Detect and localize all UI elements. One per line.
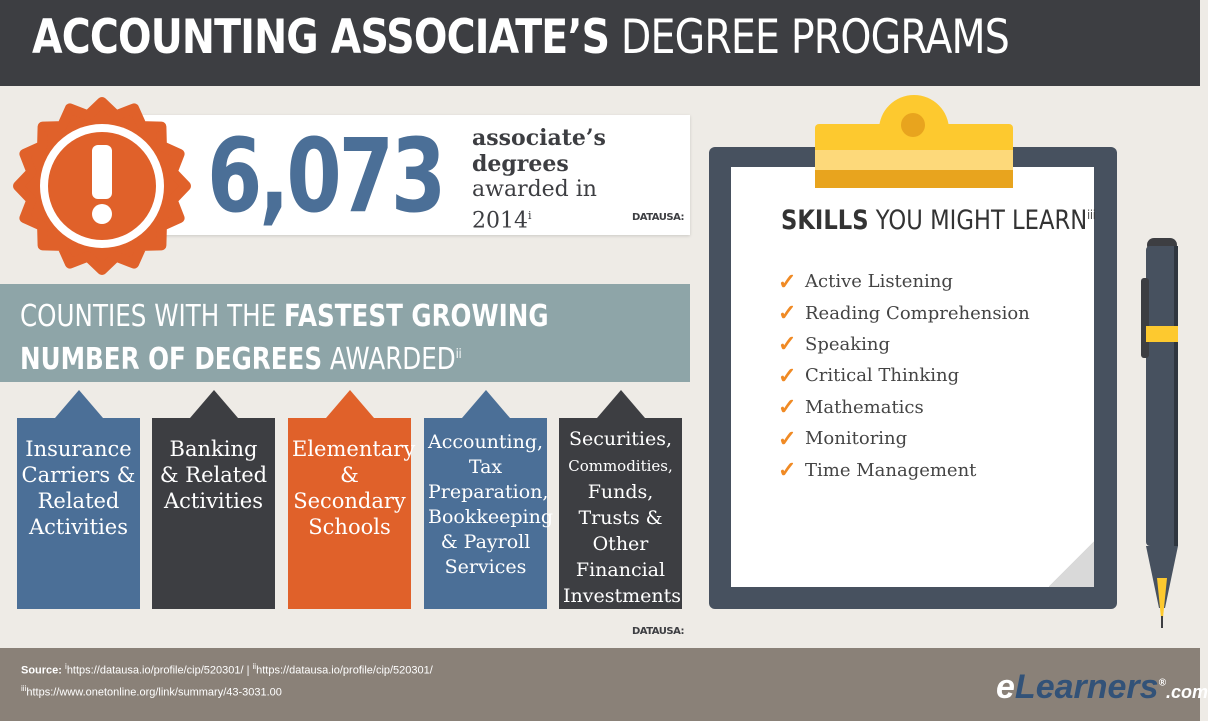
list-item: ✓ Mathematics — [778, 394, 924, 421]
county-box-schools: Elementary & Secondary Schools — [288, 418, 411, 609]
list-item: ✓ Monitoring — [778, 425, 908, 452]
stat-description: associate’s degrees awarded in 2014$^i$ — [472, 125, 606, 234]
list-item: ✓ Critical Thinking — [778, 362, 960, 389]
list-item: ✓ Time Management — [778, 457, 977, 484]
list-item: ✓ Speaking — [778, 331, 891, 358]
list-item: ✓ Reading Comprehension — [778, 300, 1030, 327]
degrees-count: 6,073 — [207, 117, 444, 236]
counties-heading: COUNTIES WITH THE FASTEST GROWING NUMBER OF DEGREES AWARDED$^{ii}$ — [20, 299, 549, 377]
county-box-accounting: Accounting, Tax Preparation, Bookkeeping & Payroll Services — [424, 418, 547, 609]
county-box-banking: Banking & Related Activities — [152, 418, 275, 609]
skills-heading: SKILLS YOU MIGHT LEARN$^{iii}$ — [781, 205, 1096, 236]
list-item: ✓ Active Listening — [778, 268, 953, 295]
page-title: ACCOUNTING ASSOCIATE’S DEGREE PROGRAMS — [32, 10, 1009, 65]
pen-icon — [1141, 238, 1183, 628]
skills-list — [778, 266, 1030, 486]
check-icon: ✓ — [778, 268, 797, 295]
datausa-logo-2: DATAUSA: — [632, 626, 684, 637]
check-icon: ✓ — [778, 300, 797, 327]
check-icon: ✓ — [778, 362, 797, 389]
elearners-logo: eLearners®.com — [996, 668, 1208, 706]
sources: Source: $^i$https://datausa.io/profile/cip/520301/ | $^{ii}$https://datausa.io/profile/cip/520301/ $^{iii}$https://www.onetonline.org/link/summary/43-3031.00 — [21, 662, 433, 699]
clip-hole — [901, 113, 925, 137]
datausa-logo: DATAUSA: — [632, 212, 684, 223]
county-box-insurance: Insurance Carriers & Related Activities — [17, 418, 140, 609]
header-bar — [0, 0, 1200, 86]
check-icon: ✓ — [778, 425, 797, 452]
exclamation-seal-icon — [16, 100, 188, 272]
page-curl — [1049, 540, 1094, 587]
stat-card — [112, 115, 690, 235]
check-icon: ✓ — [778, 331, 797, 358]
footer — [0, 648, 1208, 721]
check-icon: ✓ — [778, 394, 797, 421]
county-box-securities: Securities, Commodities, Funds, Trusts & Other Financial Investments — [559, 418, 682, 609]
counties-banner — [0, 284, 690, 382]
check-icon: ✓ — [778, 457, 797, 484]
